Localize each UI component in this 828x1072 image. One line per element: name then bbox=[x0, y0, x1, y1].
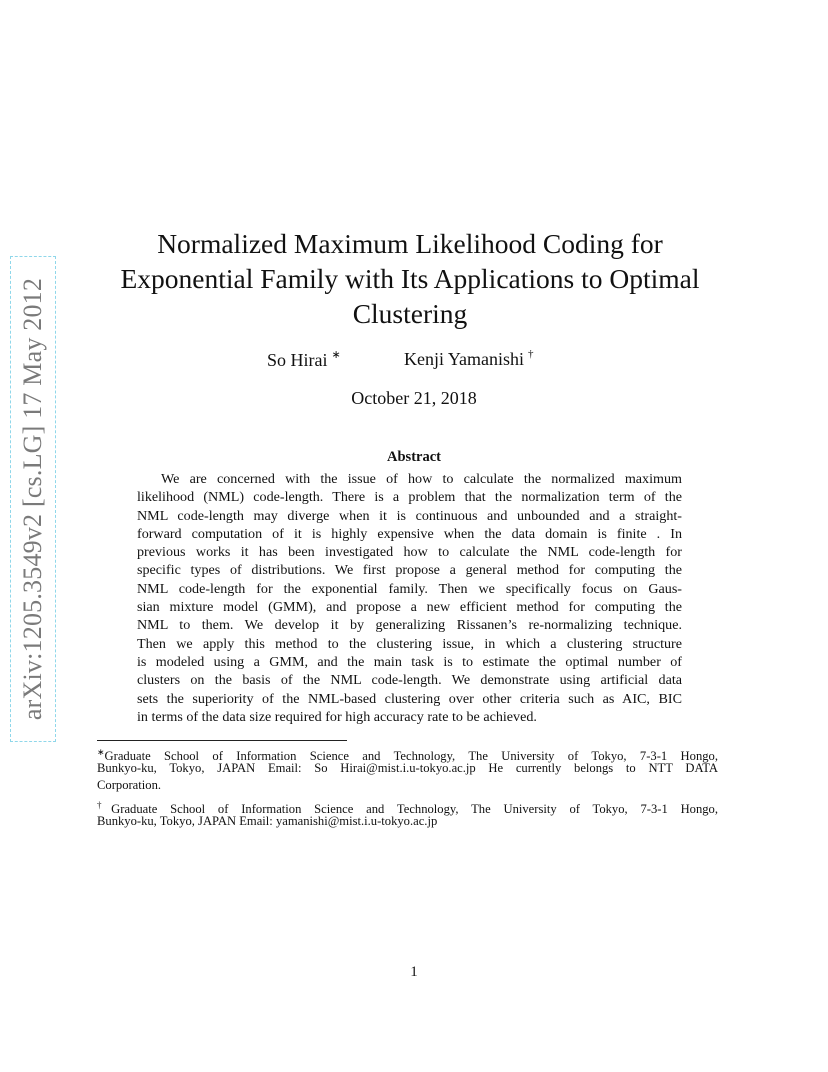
abstract-line: is modeled using a GMM, and the main task is to estimate the optimal number of bbox=[137, 653, 682, 670]
footnote-line: Corporation. bbox=[97, 777, 162, 792]
abstract-line: clusters on the basis of the NML code-length. We demonstrate using artificial data bbox=[137, 672, 682, 689]
footnote-rule bbox=[97, 740, 347, 741]
abstract-line: sian mixture model (GMM), and propose a new efficient method for computing the bbox=[137, 599, 682, 616]
author-so-hirai bbox=[267, 348, 341, 371]
author-footnote-mark: ∗ bbox=[331, 349, 341, 361]
title-line: Clustering bbox=[352, 298, 468, 329]
page-number: 1 bbox=[410, 964, 418, 980]
arxiv-stamp bbox=[10, 256, 56, 742]
footnote-yamanishi bbox=[97, 797, 718, 830]
author-kenji-yamanishi bbox=[404, 348, 534, 370]
abstract-line: in terms of the data size required for high accuracy rate to be achieved. bbox=[137, 708, 537, 725]
abstract-line: We are concerned with the issue of how to calculate the normalized maximum bbox=[161, 471, 682, 487]
footnote-mark: † bbox=[97, 799, 112, 810]
footnote-line: ∗Graduate School of Information Science and Technology, The University of Tokyo, 7-3-1 Hongo, bbox=[97, 747, 718, 763]
author-name: Kenji Yamanishi bbox=[404, 349, 525, 369]
abstract-line: forward computation of it is highly expensive when the data domain is finite . In bbox=[137, 525, 682, 542]
footnotes bbox=[97, 744, 718, 829]
arxiv-identifier: arXiv:1205.3549v2 [cs.LG] 17 May 2012 bbox=[18, 277, 47, 721]
title-line: Exponential Family with Its Applications to Optimal bbox=[120, 263, 700, 294]
footnote-mark: ∗ bbox=[97, 747, 105, 757]
author-list bbox=[0, 348, 828, 372]
footnote-line: Bunkyo-ku, Tokyo, JAPAN Email: So Hirai@mist.i.u-tokyo.ac.jp He currently belongs to NTT DATA bbox=[97, 761, 718, 776]
abstract-line: sets the superiority of the NML-based clustering over other criteria such as AIC, BIC bbox=[137, 690, 682, 707]
abstract-line: Then we apply this method to the clustering issue, in which a clustering structure bbox=[137, 635, 682, 652]
footnote-hirai bbox=[97, 744, 718, 793]
author-footnote-mark: † bbox=[528, 348, 534, 360]
abstract-body bbox=[137, 470, 682, 726]
footnote-line: Bunkyo-ku, Tokyo, JAPAN Email: yamanishi@mist.i.u-tokyo.ac.jp bbox=[97, 814, 438, 829]
abstract-line: specific types of distributions. We first propose a general method for computing the bbox=[137, 562, 682, 579]
abstract-line: likelihood (NML) code-length. There is a problem that the normalization term of the bbox=[137, 489, 682, 506]
abstract-line: NML code-length for the exponential family. Then we specifically focus on Gaus- bbox=[137, 580, 682, 597]
abstract-heading: Abstract bbox=[387, 449, 441, 465]
publication-date: October 21, 2018 bbox=[351, 388, 477, 408]
abstract-line: previous works it has been investigated how to calculate the NML code-length for bbox=[137, 544, 682, 561]
abstract-line: NML code-length may diverge when it is continuous and unbounded and a straight- bbox=[137, 507, 682, 524]
author-name: So Hirai bbox=[267, 350, 328, 370]
footnote-line: †Graduate School of Information Science and Technology, The University of Tokyo, 7-3-1 Hongo, bbox=[97, 799, 719, 816]
paper-title bbox=[90, 226, 730, 331]
abstract-line: NML to them. We develop it by generalizing Rissanen’s re-normalizing technique. bbox=[137, 617, 682, 634]
title-line: Normalized Maximum Likelihood Coding for bbox=[157, 228, 663, 259]
